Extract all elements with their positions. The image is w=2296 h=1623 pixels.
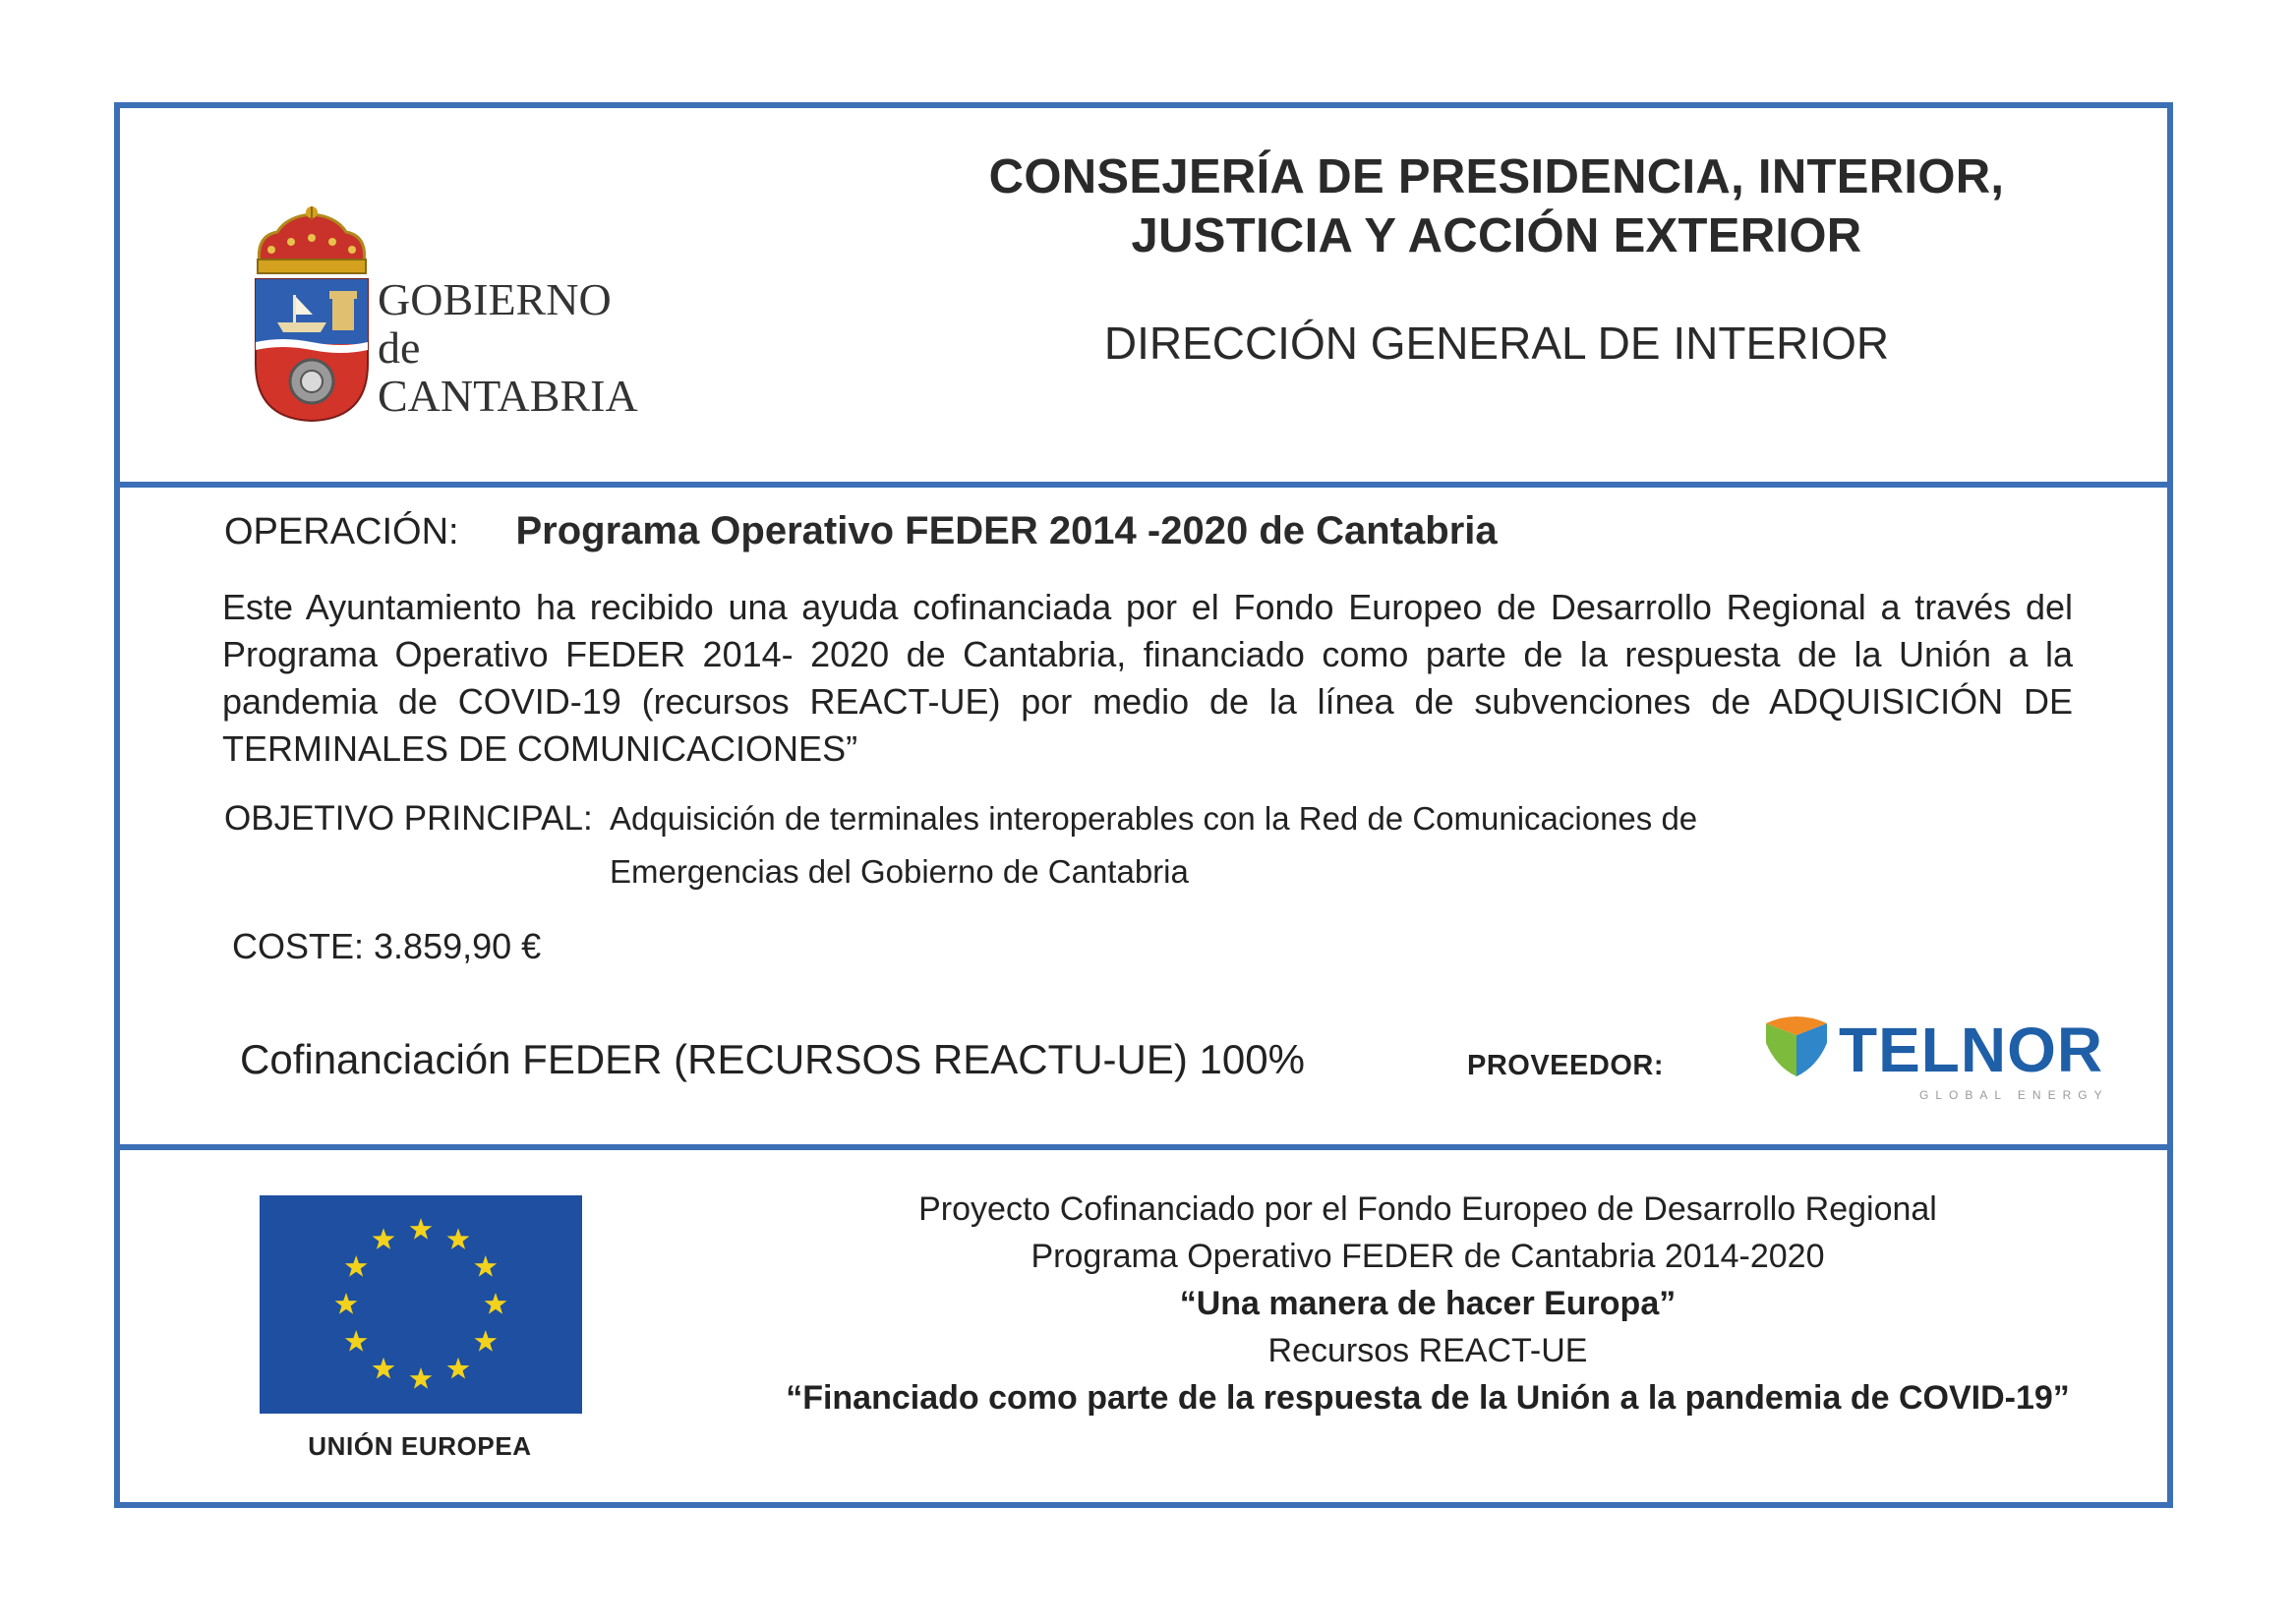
operation-label: OPERACIÓN: [224, 511, 459, 552]
objective-block [224, 792, 1849, 898]
operation-row [224, 509, 1498, 553]
logo-word-cantabria: CANTABRIA [378, 371, 638, 421]
eu-label: UNIÓN EUROPEA [308, 1431, 532, 1461]
footer-line-2: Programa Operativo FEDER de Cantabria 2014-2020 [1030, 1238, 1825, 1275]
eu-flag-icon [260, 1195, 582, 1414]
logo-word-de: de [378, 322, 421, 373]
operation-description: Este Ayuntamiento ha recibido una ayuda cofinanciada por el Fondo Europeo de Desarrollo Regional a través del Programa Operativo FEDER 2014- 2020 de Cantabria, financiado como parte de la respuesta de la Unión a la pandemia de COVID-19 (recursos REACT-UE) por medio de la línea de subvenciones de ADQUISICIÓN DE TERMINALES DE COMUNICACIONES” [222, 587, 2073, 769]
direccion-title: DIRECCIÓN GENERAL DE INTERIOR [1103, 318, 1890, 369]
gobierno-cantabria-logo [248, 206, 798, 442]
logo-word-gobierno: GOBIERNO [378, 274, 612, 324]
footer-line-3: “Una manera de hacer Europa” [1179, 1285, 1677, 1322]
footer-line-1: Proyecto Cofinanciado por el Fondo Europeo de Desarrollo Regional [918, 1190, 1937, 1228]
separator-header [120, 482, 2167, 488]
gobierno-text [378, 275, 638, 420]
telnor-wordmark: TELNOR [1839, 1014, 2104, 1085]
footer-line-4: Recursos REACT-UE [1267, 1332, 1588, 1369]
objective-text: Adquisición de terminales interoperables con la Red de Comunicaciones de Emergencias del Gobierno de Cantabria [610, 800, 1698, 890]
header-titles [907, 147, 2087, 370]
footer-line-5: “Financiado como parte de la respuesta de la Unión a la pandemia de COVID-19” [786, 1379, 2070, 1417]
telnor-logo [1762, 1008, 2116, 1116]
consejeria-title [907, 147, 2087, 265]
objective-label: OBJETIVO PRINCIPAL: [224, 799, 593, 838]
footer-text [739, 1186, 2116, 1421]
separator-footer [120, 1144, 2167, 1150]
consejeria-line-1: CONSEJERÍA DE PRESIDENCIA, INTERIOR, [988, 150, 2005, 203]
proveedor-label: PROVEEDOR: [1467, 1050, 1664, 1081]
consejeria-line-2: JUSTICIA Y ACCIÓN EXTERIOR [1131, 209, 1862, 262]
document-frame [114, 102, 2173, 1508]
cofinanciacion-text: Cofinanciación FEDER (RECURSOS REACTU-UE) 100% [240, 1036, 1305, 1082]
operation-title: Programa Operativo FEDER 2014 -2020 de Cantabria [515, 509, 1498, 552]
telnor-logo-icon [1762, 1014, 1831, 1082]
telnor-subtitle: GLOBAL ENERGY [1919, 1088, 2109, 1102]
coste-value: COSTE: 3.859,90 € [232, 926, 542, 966]
cantabria-coat-of-arms-icon [248, 206, 376, 423]
